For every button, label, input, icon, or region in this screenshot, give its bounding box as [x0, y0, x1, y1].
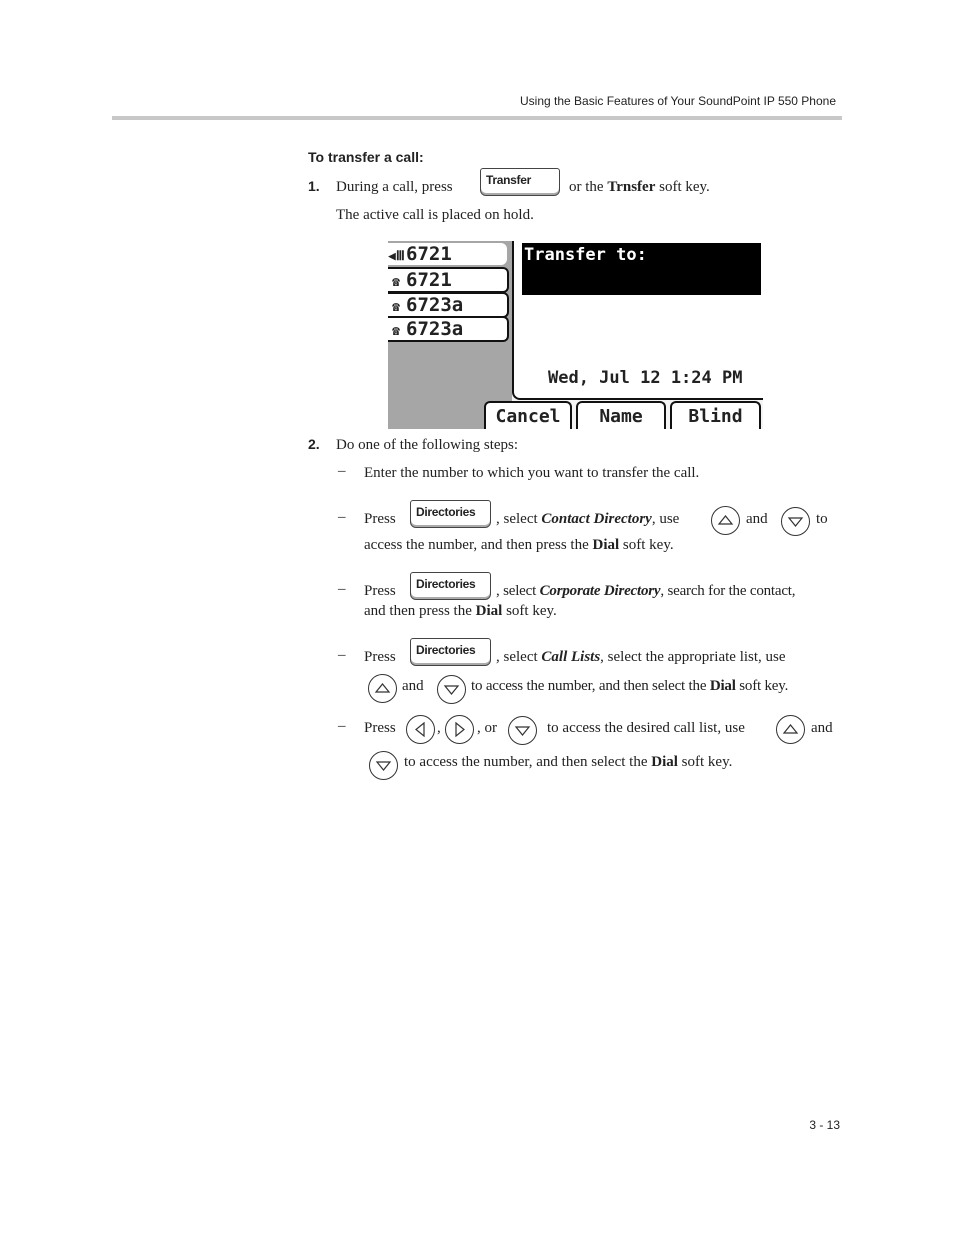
- up-arrow-key[interactable]: [711, 506, 740, 535]
- directories-key[interactable]: [410, 572, 491, 600]
- bullet-dash: –: [338, 509, 346, 525]
- up-arrow-key[interactable]: [368, 674, 397, 703]
- step-number-1: 1.: [308, 178, 320, 194]
- running-header: Using the Basic Features of Your SoundPoint IP 550 Phone: [520, 94, 836, 108]
- bullet-dash: –: [338, 647, 346, 663]
- date-time: Wed, Jul 12 1:24 PM: [548, 368, 743, 388]
- up-arrow-icon: [777, 716, 804, 743]
- bullet5-press: Press: [364, 720, 396, 736]
- right-arrow-icon: [446, 716, 473, 743]
- step2-text: Do one of the following steps:: [336, 437, 519, 453]
- line-item: ☎ 6723a: [388, 292, 509, 318]
- transfer-key-label: Transfer: [486, 173, 531, 187]
- directories-key-label: Directories: [416, 577, 476, 591]
- step1-note: The active call is placed on hold.: [336, 207, 534, 223]
- bullet3-press: Press: [364, 583, 396, 599]
- bullet5-or: , or: [477, 720, 497, 736]
- bullet4-line2: to access the number, and then select the Dial soft key.: [471, 678, 789, 694]
- page-number: 3 - 13: [809, 1118, 840, 1132]
- bullet4-press: Press: [364, 649, 396, 665]
- softkey-cancel[interactable]: Cancel: [484, 401, 572, 429]
- section-heading: To transfer a call:: [308, 149, 424, 165]
- softkey-blind[interactable]: Blind: [670, 401, 761, 429]
- bullet2-to: to: [816, 511, 828, 527]
- line-item-active: ◀Ⅲ6721: [388, 243, 507, 265]
- down-arrow-key[interactable]: [437, 675, 466, 704]
- down-arrow-icon: [509, 717, 536, 744]
- left-arrow-icon: [407, 716, 434, 743]
- bullet2-select: , select Contact Directory, use: [496, 511, 680, 527]
- bullet-dash: –: [338, 718, 346, 734]
- bullet2-press: Press: [364, 511, 396, 527]
- bullet5-and: and: [811, 720, 833, 736]
- bullet1-text: Enter the number to which you want to transfer the call.: [364, 465, 700, 481]
- line-item: ☎ 6723a: [388, 316, 509, 342]
- up-arrow-key[interactable]: [776, 715, 805, 744]
- directories-key[interactable]: [410, 500, 491, 528]
- bullet-dash: –: [338, 463, 346, 479]
- bullet4-select: , select Call Lists, select the appropriate list, use: [496, 649, 786, 665]
- step1-text-post: or the Trnsfer soft key.: [569, 179, 710, 195]
- down-arrow-icon: [438, 676, 465, 703]
- transfer-title: Transfer to:: [522, 243, 761, 295]
- bullet2-and: and: [746, 511, 768, 527]
- down-arrow-icon: [782, 508, 809, 535]
- phone-icon: ☎: [392, 324, 400, 339]
- directories-key-label: Directories: [416, 643, 476, 657]
- bullet5-rest: to access the desired call list, use: [547, 720, 745, 736]
- down-arrow-key[interactable]: [781, 507, 810, 536]
- softkey-name[interactable]: Name: [576, 401, 666, 429]
- step-number-2: 2.: [308, 436, 320, 452]
- down-arrow-icon: [370, 752, 397, 779]
- directories-key-label: Directories: [416, 505, 476, 519]
- bullet3-select: , select Corporate Directory, search for the contact,: [496, 583, 796, 599]
- step1-text-pre: During a call, press: [336, 179, 453, 195]
- down-arrow-key[interactable]: [369, 751, 398, 780]
- line-item: ☎ 6721: [388, 267, 509, 293]
- bullet5-comma: ,: [437, 720, 441, 736]
- phone-icon: ☎: [392, 300, 400, 315]
- down-arrow-key[interactable]: [508, 716, 537, 745]
- bullet2-line2: access the number, and then press the Dial soft key.: [364, 537, 674, 553]
- bullet3-line2: and then press the Dial soft key.: [364, 603, 557, 619]
- phone-screen: [388, 241, 763, 429]
- speaker-icon: ◀Ⅲ: [388, 249, 405, 264]
- bullet-dash: –: [338, 581, 346, 597]
- transfer-key[interactable]: [480, 168, 560, 196]
- directories-key[interactable]: [410, 638, 491, 666]
- phone-icon: ☎: [392, 275, 400, 290]
- bullet5-line2: to access the number, and then select the Dial soft key.: [404, 754, 733, 770]
- bullet4-and: and: [402, 678, 424, 694]
- header-rule: [112, 116, 842, 120]
- up-arrow-icon: [712, 507, 739, 534]
- up-arrow-icon: [369, 675, 396, 702]
- left-arrow-key[interactable]: [406, 715, 435, 744]
- right-arrow-key[interactable]: [445, 715, 474, 744]
